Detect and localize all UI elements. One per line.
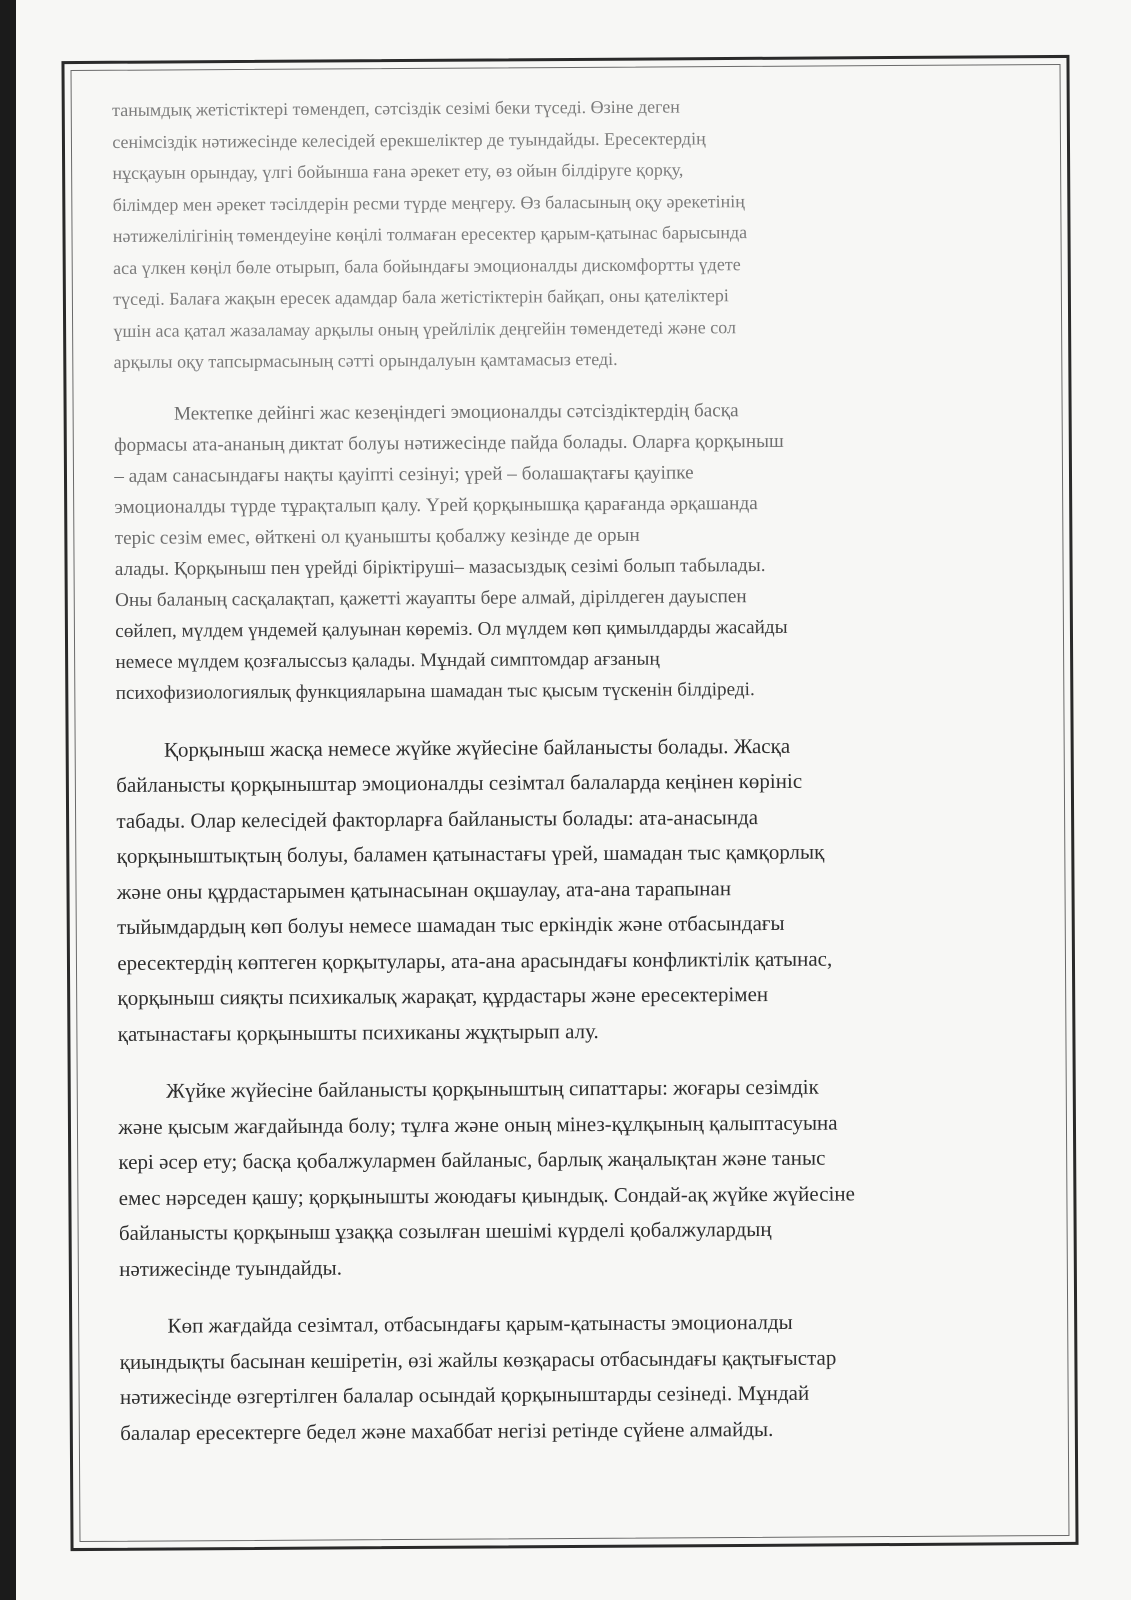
text-line: қатынастағы қорқынышты психиканы жұқтырып алу. <box>117 1018 599 1046</box>
text-line: теріс сезім емес, өйткені ол қуанышты қобалжу кезінде де орын <box>114 524 640 549</box>
text-line: балалар ересектерге бедел және махаббат негізі ретінде сүйене алмайды. <box>120 1416 774 1445</box>
text-line: ересектердің көптеген қорқытулары, ата-ана арасындағы конфликтілік қатынас, <box>117 946 833 975</box>
paragraph-5 <box>119 1303 1040 1451</box>
text-line: Қорқыныш жасқа немесе жүйке жүйесіне байланысты болады. Жасқа <box>163 733 791 762</box>
scan-edge-strip <box>0 0 16 1600</box>
text-line: нәтижесінде туындайды. <box>119 1255 342 1281</box>
text-line: кері әсер ету; басқа қобалжулармен байланыс, барлық жаңалықтан және таныс <box>118 1145 826 1174</box>
paragraph-1 <box>112 89 1034 378</box>
text-line: Мектепке дейінгі жас кезеңіндегі эмоционалды сәтсіздіктердің басқа <box>173 399 739 425</box>
paragraph-3 <box>116 727 1038 1052</box>
text-line: нұсқауын орындау, үлгі бойынша ғана әрекет ету, өз ойын білдіруге қорқу, <box>112 159 684 183</box>
text-line: нәтижесінде өзгертілген балалар осындай қорқыныштарды сезінеді. Мұндай <box>119 1380 810 1409</box>
text-line: емес нәрседен қашу; қорқынышты жоюдағы қиындық. Сондай-ақ жүйке жүйесіне <box>118 1180 855 1210</box>
text-line: Оны баланың сасқалақтап, қажетті жауапты бере алмай, дірілдеген дауыспен <box>115 585 747 611</box>
text-line: және оны құрдастарымен қатынасынан оқшаулау, ата-ана тарапынан <box>116 875 732 904</box>
text-line: сөйлеп, мүлдем үндемей қалуынан көреміз. Ол мүлдем көп қимылдарды жасайды <box>115 616 788 642</box>
text-line: танымдық жетістіктері төмендеп, сәтсіздік сезімі беки түседі. Өзіне деген <box>112 96 680 120</box>
document-body <box>112 89 1040 1451</box>
text-line: тыйымдардың көп болуы немесе шамадан тыс еркіндік және отбасындағы <box>117 910 785 939</box>
text-line: Жүйке жүйесіне байланысты қорқыныштың сипаттары: жоғары сезімдік <box>166 1074 819 1103</box>
text-line: – адам санасындағы нақты қауіпті сезінуі; үрей – болашақтағы қауіпке <box>114 461 694 487</box>
paragraph-4 <box>118 1068 1039 1287</box>
text-line: аса үлкен көңіл бөле отырып, бала бойындағы эмоционалды дискомфортты үдете <box>112 253 741 278</box>
text-line: психофизиологиялық функцияларына шамадан тыс қысым түскенін білдіреді. <box>115 678 755 704</box>
text-line: түседі. Балаға жақын ересек адамдар бала жетістіктерін байқап, оны қателіктері <box>113 285 729 309</box>
paragraph-2 <box>114 393 1036 709</box>
text-line: алады. Қорқыныш пен үрейді біріктіруші– мазасыздық сезімі болып табылады. <box>114 554 766 580</box>
text-line: эмоционалды түрде тұрақталып қалу. Үрей қорқынышқа қарағанда әрқашанда <box>114 492 758 518</box>
text-line: формасы ата-ананың диктат болуы нәтижесінде пайда болады. Оларға қорқыныш <box>114 430 784 456</box>
text-line: қиындықты басынан кешіретін, өзі жайлы көзқарасы отбасындағы қақтығыстар <box>119 1345 837 1374</box>
text-line: нәтижелілігінің төмендеуіне көңілі толмаған ересектер қарым-қатынас барысында <box>112 222 748 246</box>
text-line: сенімсіздік нәтижесінде келесідей ерекшеліктер де туындайды. Ересектердің <box>112 127 706 152</box>
text-line: Көп жағдайда сезімтал, отбасындағы қарым-қатынасты эмоционалды <box>167 1309 793 1338</box>
text-line: арқылы оқу тапсырмасының сәтті орындалуын қамтамасыз етеді. <box>113 348 618 372</box>
text-line: табады. Олар келесідей факторларға байланысты болады: ата-анасында <box>116 804 759 833</box>
text-line: үшін аса қатал жазаламау арқылы оның үрейлілік деңгейін төмендетеді және сол <box>113 316 737 341</box>
text-line: қорқыныш сияқты психикалық жарақат, құрдастары және ересектерімен <box>117 982 769 1010</box>
text-line: байланысты қорқыныш ұзаққа созылған шешімі күрделі қобалжулардың <box>118 1216 772 1245</box>
text-line: немесе мүлдем қозғалыссыз қалады. Мұндай симптомдар ағзаның <box>115 648 660 673</box>
text-line: байланысты қорқыныштар эмоционалды сезімтал балаларда кеңінен көрініс <box>116 768 803 797</box>
text-line: қорқыныштықтың болуы, баламен қатынастағы үрей, шамадан тыс қамқорлық <box>116 839 825 868</box>
text-line: білімдер мен әрекет тәсілдерін ресми түрде меңгеру. Өз баласының оқу әрекетінің <box>112 190 745 215</box>
text-line: және қысым жағдайында болу; тұлға және оның мінез-құлқының қалыптасуына <box>118 1110 838 1139</box>
